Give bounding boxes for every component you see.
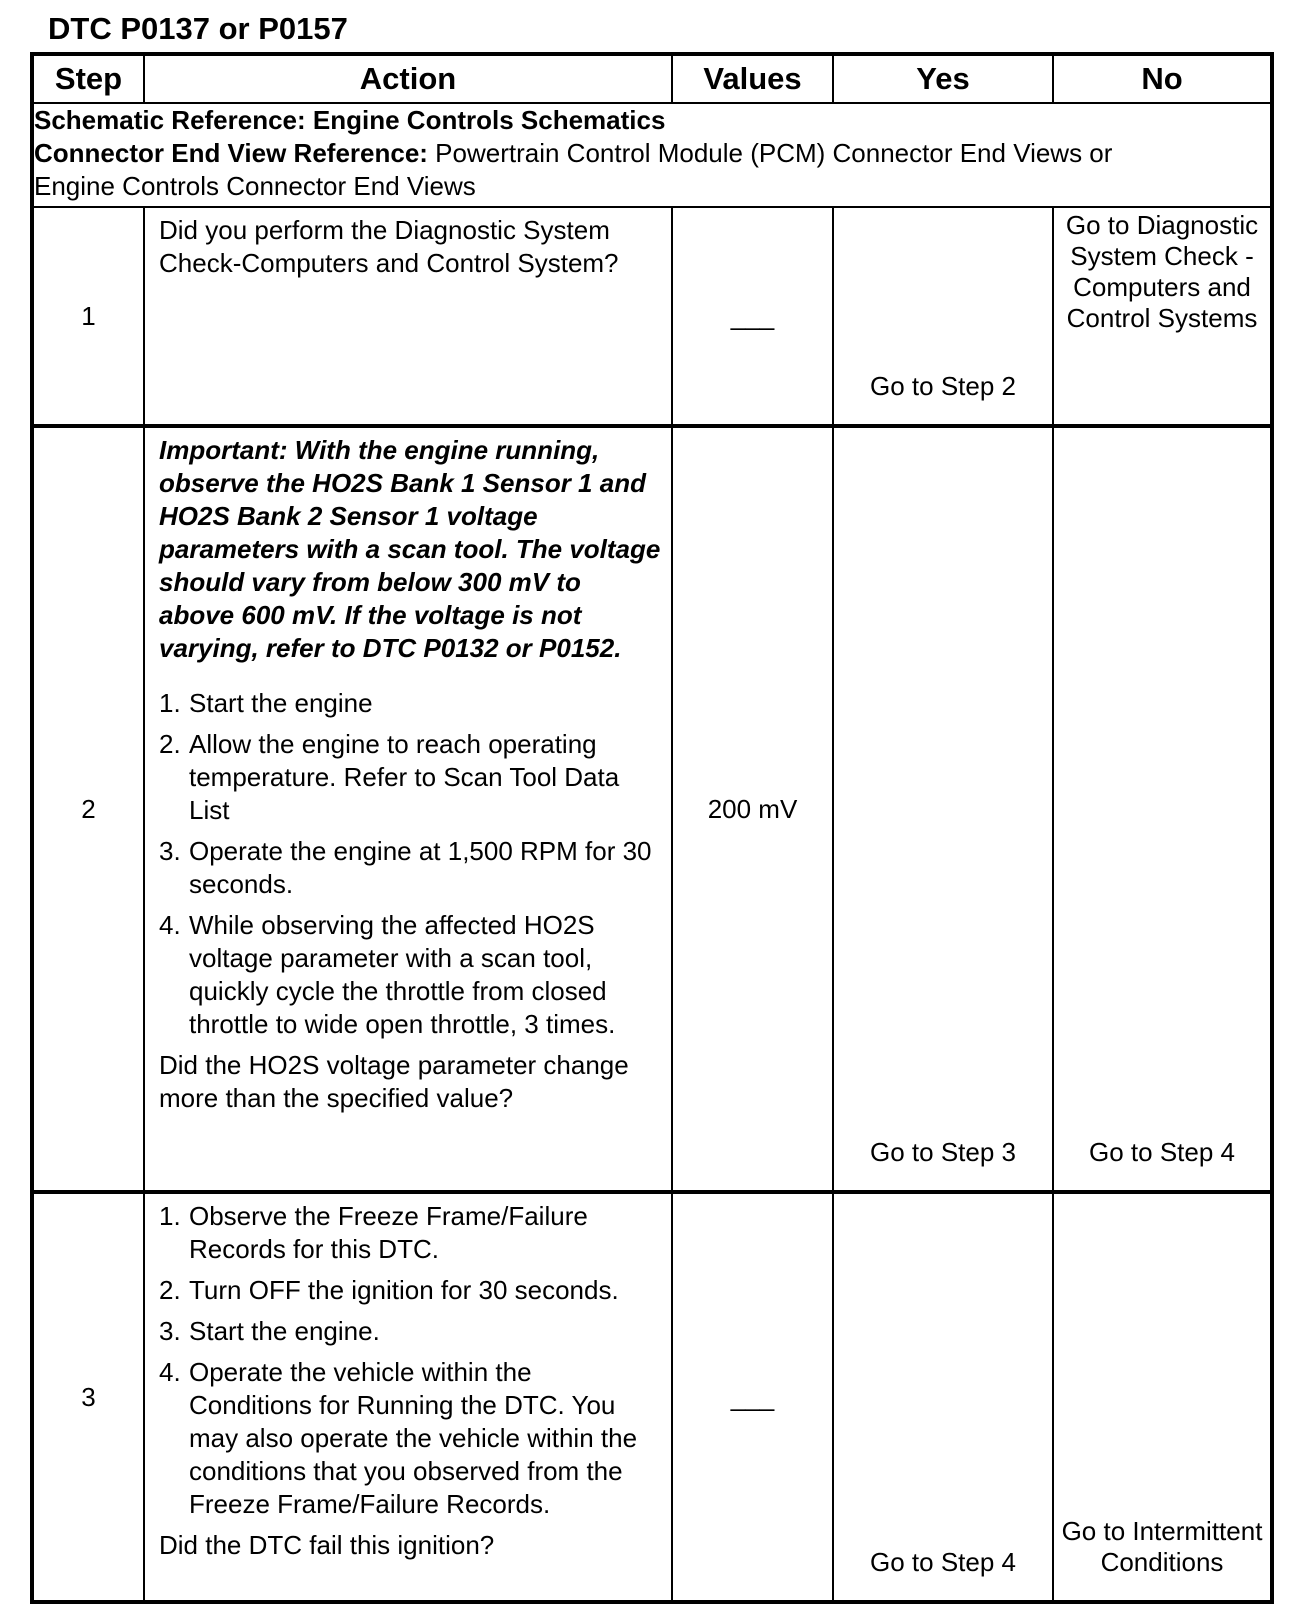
header-yes: Yes (833, 54, 1053, 103)
yes-cell: Go to Step 4 (833, 1192, 1053, 1602)
list-item: 4. Operate the vehicle within the Conditions for Running the DTC. You may also operate the vehicle within the conditions that you observed from the Freeze Frame/Failure Records. (159, 1357, 638, 1519)
header-row (32, 54, 1272, 103)
step-number: 2 (32, 426, 144, 1192)
procedure-list (159, 687, 661, 1041)
list-item: 1. Observe the Freeze Frame/Failure Records for this DTC. (159, 1201, 588, 1264)
list-item: 2. Allow the engine to reach operating temperature. Refer to Scan Tool Data List (159, 729, 620, 825)
list-item: 1. Start the engine (159, 688, 373, 718)
table-row (32, 426, 1272, 1192)
no-cell: Go to Diagnostic System Check - Computers and Control Systems (1053, 207, 1272, 426)
action-question: Did the DTC fail this ignition? (159, 1530, 495, 1560)
connector-reference-text: Powertrain Control Module (PCM) Connector End Views or (427, 138, 1113, 168)
action-question: Did you perform the Diagnostic System Check-Computers and Control System? (159, 215, 619, 278)
list-item: 3. Operate the engine at 1,500 RPM for 30 seconds. (159, 836, 652, 899)
values-cell: ___ (672, 1192, 833, 1602)
action-cell (144, 426, 672, 1192)
procedure-list (159, 1200, 661, 1521)
values-cell: ___ (672, 207, 833, 426)
reference-cell (32, 103, 1272, 207)
header-no: No (1053, 54, 1272, 103)
step-number: 3 (32, 1192, 144, 1602)
connector-reference-label: Connector End View Reference: (34, 138, 428, 168)
action-cell (144, 207, 672, 426)
yes-cell: Go to Step 3 (833, 426, 1053, 1192)
table-row (32, 1192, 1272, 1602)
table-row (32, 207, 1272, 426)
header-values: Values (672, 54, 833, 103)
diagnostic-table (30, 52, 1274, 1604)
list-item: 2. Turn OFF the ignition for 30 seconds. (159, 1275, 619, 1305)
schematic-reference: Schematic Reference: Engine Controls Schematics (34, 105, 666, 135)
no-cell: Go to Intermittent Conditions (1053, 1192, 1272, 1602)
connector-reference-text-2: Engine Controls Connector End Views (34, 171, 476, 201)
action-question: Did the HO2S voltage parameter change more than the specified value? (159, 1050, 629, 1113)
header-action: Action (144, 54, 672, 103)
step-number: 1 (32, 207, 144, 426)
yes-cell: Go to Step 2 (833, 207, 1053, 426)
connector-reference (34, 137, 1270, 170)
list-item: 4. While observing the affected HO2S voltage parameter with a scan tool, quickly cycle the throttle from closed throttle to wide open throttle, 3 times. (159, 910, 616, 1039)
document-title: DTC P0137 or P0157 (48, 11, 348, 46)
important-note: Important: With the engine running, observe the HO2S Bank 1 Sensor 1 and HO2S Bank 2 Sensor 1 voltage parameters with a scan tool. The voltage should vary from below 300 mV to above 600 mV. If the voltage is not varying, refer to DTC P0132 or P0152. (159, 435, 661, 663)
no-cell: Go to Step 4 (1053, 426, 1272, 1192)
action-cell (144, 1192, 672, 1602)
header-step: Step (32, 54, 144, 103)
list-item: 3. Start the engine. (159, 1316, 380, 1346)
reference-row (32, 103, 1272, 207)
values-cell: 200 mV (672, 426, 833, 1192)
